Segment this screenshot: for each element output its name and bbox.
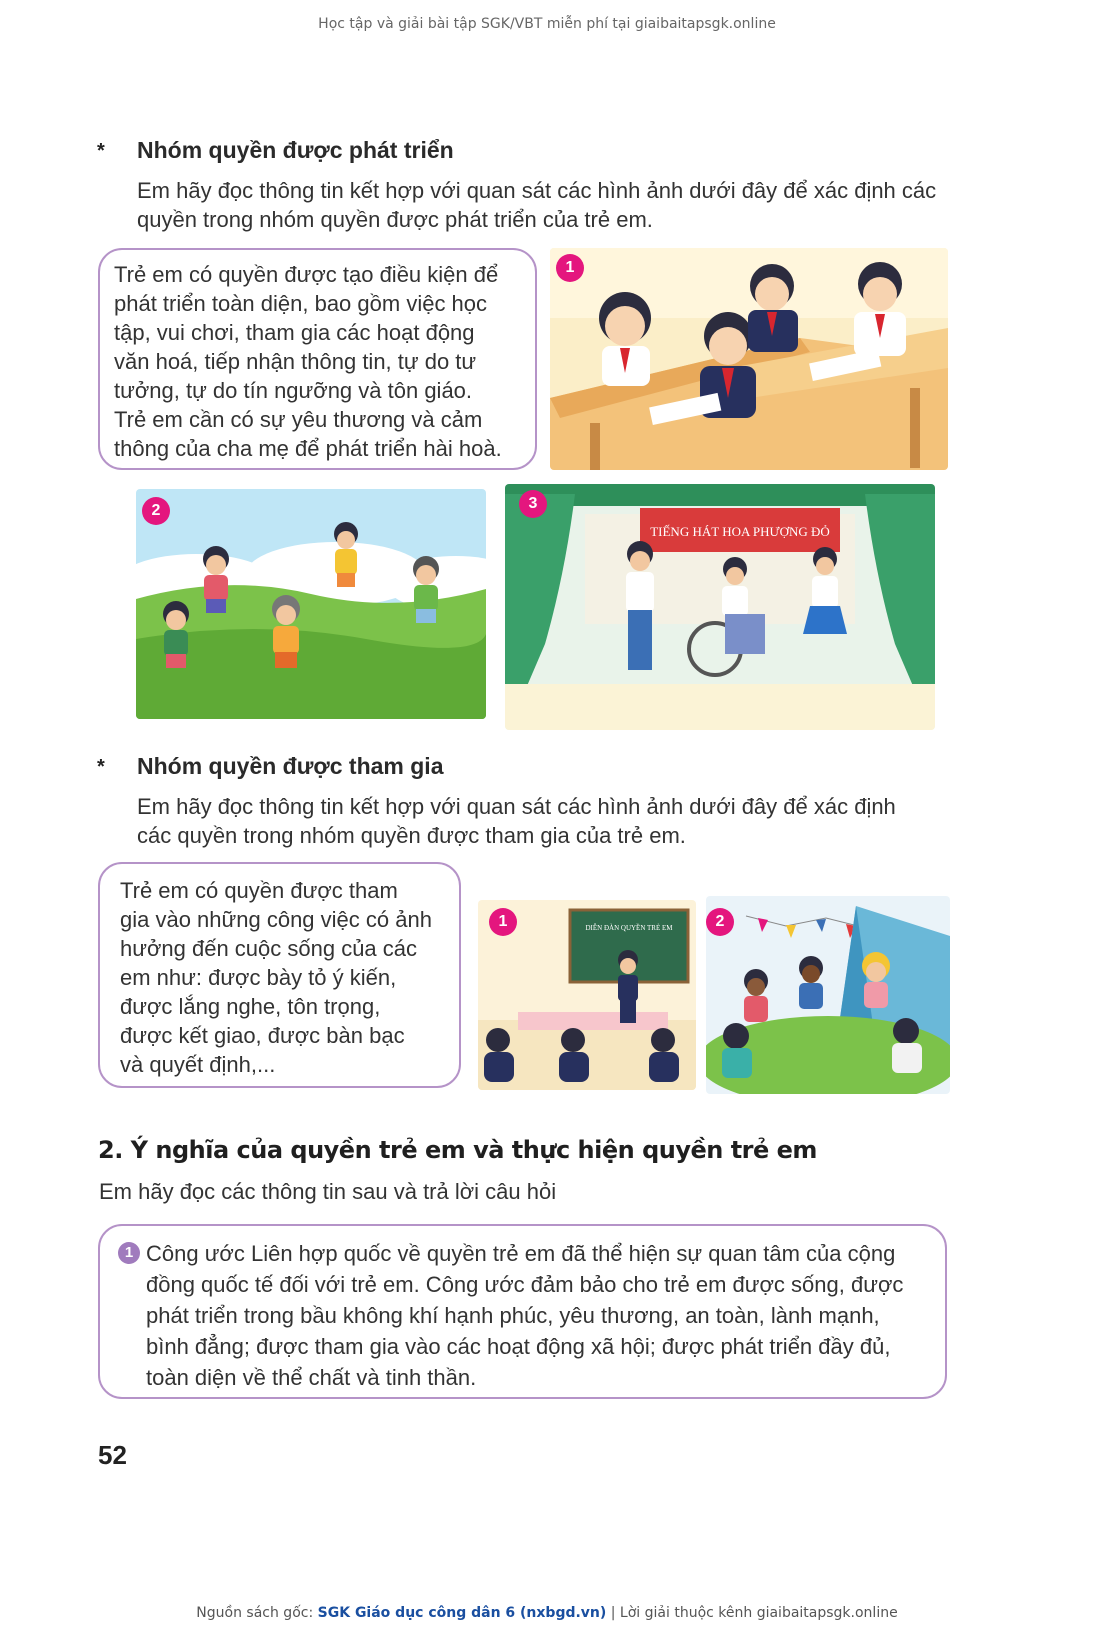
footer-suffix: | Lời giải thuộc kênh giaibaitapsgk.online xyxy=(610,1605,898,1621)
section-title-participate: Nhóm quyền được tham gia xyxy=(137,753,444,779)
meaning-item xyxy=(118,1238,927,1393)
info-line: Trẻ em cần có sự yêu thương và cảm xyxy=(114,407,483,432)
meaning-line: toàn diện về thể chất và tinh thần. xyxy=(146,1365,477,1390)
info-line: thông của cha mẹ để phát triển hài hoà. xyxy=(114,436,502,461)
bullet-star: * xyxy=(97,756,105,778)
info-line: gia vào những công việc có ảnh xyxy=(120,907,432,932)
footer-source-link[interactable]: SGK Giáo dục công dân 6 (nxbgd.vn) xyxy=(317,1605,607,1621)
stage-banner-text: TIẾNG HÁT HOA PHƯỢNG ĐỎ xyxy=(650,524,830,539)
image-badge: 3 xyxy=(519,490,547,518)
section-heading-meaning: 2. Ý nghĩa của quyền trẻ em và thực hiện quyền trẻ em xyxy=(98,1136,817,1164)
info-text-develop xyxy=(114,260,521,463)
meaning-line: phát triển trong bầu không khí hạnh phúc, yêu thương, an toàn, lành mạnh, xyxy=(146,1303,880,1328)
info-line: và quyết định,... xyxy=(120,1052,276,1077)
info-box-develop xyxy=(98,248,537,470)
info-line: phát triển toàn diện, bao gồm việc học xyxy=(114,291,488,316)
instruction-meaning: Em hãy đọc các thông tin sau và trả lời câu hỏi xyxy=(99,1179,557,1204)
forum-illustration xyxy=(478,900,696,1090)
board-text: DIỄN ĐÀN QUYỀN TRẺ EM xyxy=(585,924,673,932)
footer-prefix: Nguồn sách gốc: xyxy=(196,1605,314,1621)
info-box-meaning xyxy=(98,1224,947,1399)
stage-singing-illustration xyxy=(505,484,935,730)
image-badge: 2 xyxy=(706,908,734,936)
section-title-develop: Nhóm quyền được phát triển xyxy=(137,137,454,163)
meaning-line: bình đẳng; được tham gia vào các hoạt động xã hội; được phát triển đầy đủ, xyxy=(146,1334,891,1359)
info-line: em như: được bày tỏ ý kiến, xyxy=(120,965,397,990)
classroom-illustration xyxy=(550,248,948,470)
instruction-line: Em hãy đọc thông tin kết hợp với quan sát các hình ảnh dưới đây để xác định các xyxy=(137,178,937,203)
bullet-star: * xyxy=(97,140,105,162)
info-line: Trẻ em có quyền được tham xyxy=(120,878,398,903)
instruction-line: Em hãy đọc thông tin kết hợp với quan sát các hình ảnh dưới đây để xác định xyxy=(137,794,896,819)
image-badge: 2 xyxy=(142,497,170,525)
info-line: Trẻ em có quyền được tạo điều kiện để xyxy=(114,262,499,287)
info-line: tưởng, tự do tín ngưỡng và tôn giáo. xyxy=(114,378,473,403)
page-number: 52 xyxy=(98,1440,127,1470)
info-line: hưởng đến cuộc sống của các xyxy=(120,936,418,961)
footer-note xyxy=(0,1605,1094,1621)
item-number-badge: 1 xyxy=(118,1242,140,1264)
info-line: được kết giao, được bàn bạc xyxy=(120,1023,405,1048)
meaning-text xyxy=(146,1238,927,1393)
info-line: tập, vui chơi, tham gia các hoạt động xyxy=(114,320,475,345)
header-note: Học tập và giải bài tập SGK/VBT miễn phí tại giaibaitapsgk.online xyxy=(318,16,776,32)
instruction-line: các quyền trong nhóm quyền được tham gia của trẻ em. xyxy=(137,823,686,848)
info-line: được lắng nghe, tôn trọng, xyxy=(120,994,381,1019)
camping-illustration xyxy=(706,896,950,1094)
image-badge: 1 xyxy=(489,908,517,936)
info-text-participate xyxy=(120,876,439,1079)
children-playing-illustration xyxy=(136,489,486,719)
info-line: văn hoá, tiếp nhận thông tin, tự do tư xyxy=(114,349,477,374)
image-badge: 1 xyxy=(556,254,584,282)
instruction-develop xyxy=(137,176,967,234)
meaning-line: đồng quốc tế đối với trẻ em. Công ước đảm bảo cho trẻ em được sống, được xyxy=(146,1272,904,1297)
meaning-line: Công ước Liên hợp quốc về quyền trẻ em đã thể hiện sự quan tâm của cộng xyxy=(146,1241,896,1266)
info-box-participate xyxy=(98,862,461,1088)
instruction-line: quyền trong nhóm quyền được phát triển của trẻ em. xyxy=(137,207,653,232)
instruction-participate xyxy=(137,792,967,850)
